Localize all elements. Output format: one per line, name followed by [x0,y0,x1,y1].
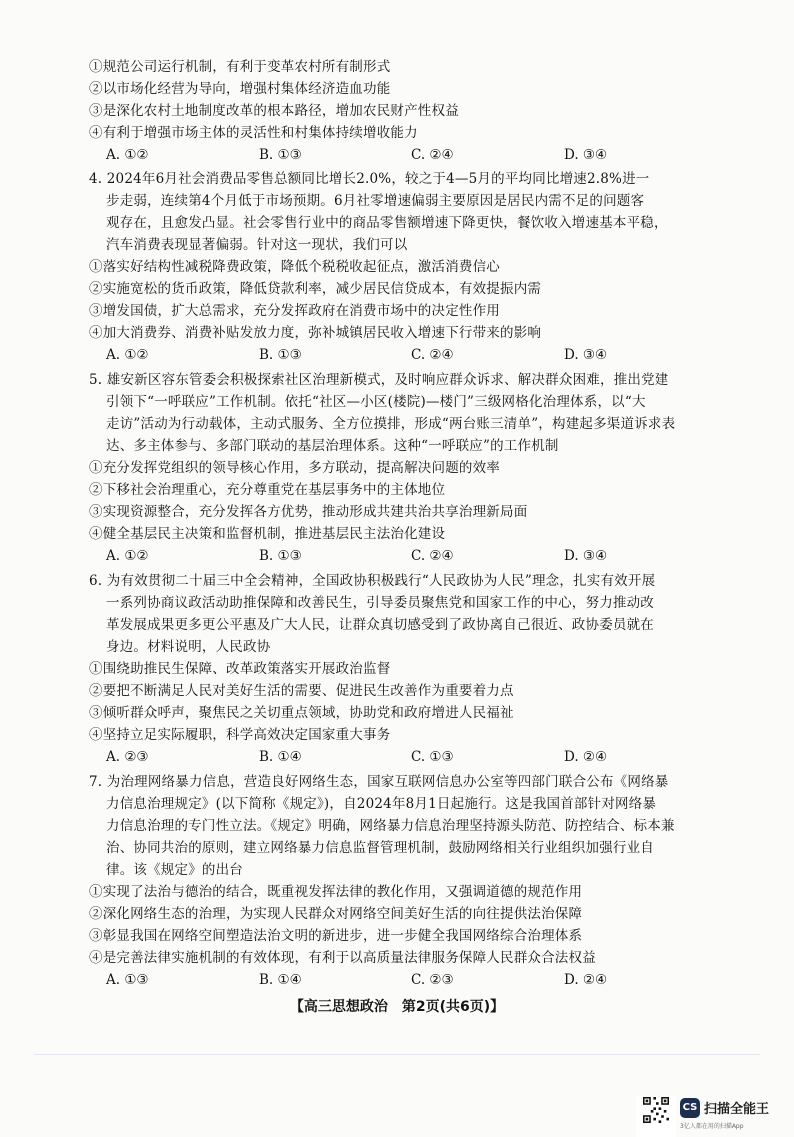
q3-statement-1: ①规范公司运行机制，有利于变革农村所有制形式 [89,59,391,75]
q3-statement-4: ④有利于增强市场主体的灵活性和村集体持续增收能力 [89,125,418,141]
q5-stem-line-1: 5. 雄安新区容东管委会积极探索社区治理新模式，及时响应群众诉求、解决群众困难，推出党建 [89,372,669,388]
q7-stem-line-5: 律。该《规定》的出台 [106,862,243,878]
q5-stem-line-2: 引领下“一呼联应”工作机制。依托“社区—小区(楼院)—楼门”三级网格化治理体系，以“大 [106,394,646,410]
q6-option-b: B. ①④ [259,749,302,765]
q7-option-a: A. ①③ [106,972,149,988]
q7-statement-1: ①实现了法治与德治的结合，既重视发挥法律的教化作用，又强调道德的规范作用 [89,884,583,900]
q3-option-c: C. ②④ [411,147,454,163]
q5-stem-line-3: 走访”活动为行动载体，主动式服务、全方位摸排，形成“两台账三清单”，构建起多渠道诉求表 [106,416,676,432]
camscanner-tagline: 3亿人都在用的扫描App [680,1123,744,1130]
camscanner-name: 扫描全能王 [704,1102,770,1117]
q4-stem-line-2: 步走弱，连续第4个月低于市场预期。6月社零增速偏弱主要原因是居民内需不足的问题客 [106,193,645,209]
q5-statement-4: ④健全基层民主决策和监督机制，推进基层民主法治化建设 [89,526,446,542]
q5-statement-2: ②下移社会治理重心，充分尊重党在基层事务中的主体地位 [89,482,446,498]
q7-statement-4: ④是完善法律实施机制的有效体现，有利于以高质量法律服务保障人民群众合法权益 [89,950,596,966]
q6-option-d: D. ②④ [564,749,608,765]
q3-option-b: B. ①③ [259,147,302,163]
q5-statement-1: ①充分发挥党组织的领导核心作用，多方联动，提高解决问题的效率 [89,460,500,476]
q5-stem-line-4: 达、多主体参与、多部门联动的基层治理体系。这种“一呼联应”的工作机制 [106,438,559,454]
q7-statement-2: ②深化网络生态的治理，为实现人民群众对网络空间美好生活的向往提供法治保障 [89,906,583,922]
q7-stem-line-2: 力信息治理规定》(以下简称《规定》)，自2024年8月1日起施行。这是我国首部针对网络暴 [106,796,657,812]
q7-option-b: B. ①④ [259,972,302,988]
page-footer: 【高三思想政治 第2页(共6页)】 [289,999,505,1015]
q4-option-d: D. ③④ [564,347,608,363]
scan-divider [34,1054,760,1055]
q4-option-c: C. ②④ [411,347,454,363]
q7-statement-3: ③彰显我国在网络空间塑造法治文明的新进步，进一步健全我国网络综合治理体系 [89,928,583,944]
q6-stem-line-3: 革发展成果更多更公平惠及广大人民，让群众真切感受到了政协离自己很近、政协委员就在 [106,617,654,633]
q6-stem-line-2: 一系列协商议政活动助推保障和改善民生，引导委员聚焦党和国家工作的中心，努力推动改 [106,595,654,611]
q6-stem-line-1: 6. 为有效贯彻二十届三中全会精神，全国政协积极践行“人民政协为人民”理念，扎实有效开展 [89,573,656,589]
q6-option-c: C. ①③ [411,749,454,765]
q4-statement-2: ②实施宽松的货币政策，降低贷款利率，减少居民信贷成本，有效提振内需 [89,281,542,297]
q7-stem-line-4: 治、协同共治的原则，建立网络暴力信息监督管理机制，鼓励网络相关行业组织加强行业自 [106,840,654,856]
q4-statement-4: ④加大消费券、消费补贴发放力度，弥补城镇居民收入增速下行带来的影响 [89,325,542,341]
q6-option-a: A. ②③ [106,749,149,765]
q7-option-d: D. ②④ [564,972,608,988]
q3-statement-3: ③是深化农村土地制度改革的根本路径，增加农民财产性权益 [89,103,459,119]
q5-option-b: B. ①③ [259,548,302,564]
q4-statement-3: ③增发国债，扩大总需求，充分发挥政府在消费市场中的决定性作用 [89,303,500,319]
q4-statement-1: ①落实好结构性减税降费政策，降低个税税收起征点，激活消费信心 [89,259,500,275]
q6-statement-2: ②要把不断满足人民对美好生活的需要、促进民生改善作为重要着力点 [89,683,514,699]
q4-stem-line-3: 观存在，且愈发凸显。社会零售行业中的商品零售额增速下降更快，餐饮收入增速基本平稳， [106,215,668,231]
q4-option-a: A. ①② [106,347,149,363]
q5-option-c: C. ②④ [411,548,454,564]
camscanner-logo-icon: CS [680,1098,700,1118]
q6-statement-3: ③倾听群众呼声，聚焦民之关切重点领域，协助党和政府增进人民福祉 [89,705,514,721]
q3-statement-2: ②以市场化经营为导向，增强村集体经济造血功能 [89,81,391,97]
qr-code-icon [636,1097,676,1137]
q7-option-c: C. ②③ [411,972,454,988]
q4-option-b: B. ①③ [259,347,302,363]
q6-statement-1: ①围绕助推民生保障、改革政策落实开展政治监督 [89,661,391,677]
q5-option-d: D. ③④ [564,548,608,564]
q5-option-a: A. ①② [106,548,149,564]
q7-stem-line-1: 7. 为治理网络暴力信息，营造良好网络生态，国家互联网信息办公室等四部门联合公布《网络暴 [89,774,669,790]
q4-stem-line-1: 4. 2024年6月社会消费品零售总额同比增长2.0%，较之于4—5月的平均同比增速2.8%进一 [89,171,650,187]
q3-option-a: A. ①② [106,147,149,163]
q6-stem-line-4: 身边。材料说明，人民政协 [106,639,271,655]
q3-option-d: D. ③④ [564,147,608,163]
q6-statement-4: ④坚持立足实际履职，科学高效决定国家重大事务 [89,727,391,743]
q4-stem-line-4: 汽车消费表现显著偏弱。针对这一现状，我们可以 [106,237,408,253]
q7-stem-line-3: 力信息治理的专门性立法。《规定》明确，网络暴力信息治理坚持源头防范、防控结合、标本兼 [106,818,675,834]
q5-statement-3: ③实现资源整合，充分发挥各方优势，推动形成共建共治共享治理新局面 [89,504,528,520]
